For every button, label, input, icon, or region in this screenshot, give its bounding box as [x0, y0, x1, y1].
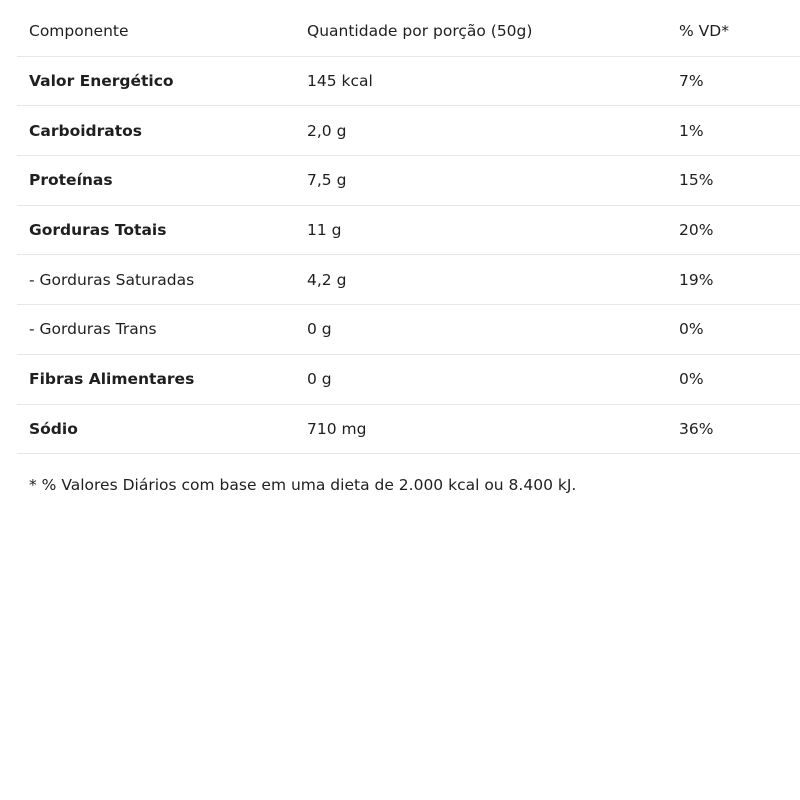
header-daily-value: % VD* [679, 22, 729, 41]
nutrient-name: Gorduras Totais [29, 221, 167, 240]
nutrient-daily-value: 19% [679, 270, 714, 289]
table-row [17, 206, 800, 256]
header-component: Componente [29, 22, 129, 41]
nutrient-daily-value: 15% [679, 171, 714, 190]
header-amount: Quantidade por porção (50g) [307, 22, 533, 41]
table-row [17, 305, 800, 355]
table-header-row [17, 7, 800, 57]
nutrient-amount: 710 mg [307, 419, 367, 438]
nutrient-name: Fibras Alimentares [29, 370, 195, 389]
table-row [17, 156, 800, 206]
nutrient-amount: 0 g [307, 320, 332, 339]
nutrient-daily-value: 20% [679, 221, 714, 240]
nutrient-amount: 145 kcal [307, 72, 373, 91]
table-row [17, 255, 800, 305]
nutrient-name: Proteínas [29, 171, 113, 190]
nutrient-daily-value: 0% [679, 320, 704, 339]
nutrient-daily-value: 0% [679, 370, 704, 389]
nutrient-daily-value: 36% [679, 419, 714, 438]
table-row [17, 106, 800, 156]
nutrient-name: - Gorduras Saturadas [29, 270, 195, 289]
nutrient-name: - Gorduras Trans [29, 320, 157, 339]
nutrient-name: Valor Energético [29, 72, 174, 91]
nutrient-daily-value: 1% [679, 121, 704, 140]
nutrient-amount: 7,5 g [307, 171, 347, 190]
nutrition-table [17, 7, 800, 454]
nutrient-amount: 0 g [307, 370, 332, 389]
nutrient-name: Sódio [29, 419, 78, 438]
table-row [17, 405, 800, 455]
daily-value-footnote: * % Valores Diários com base em uma dieta de 2.000 kcal ou 8.400 kJ. [29, 476, 577, 494]
table-row [17, 355, 800, 405]
nutrient-amount: 2,0 g [307, 121, 347, 140]
nutrient-name: Carboidratos [29, 121, 143, 140]
table-row [17, 57, 800, 107]
nutrient-amount: 11 g [307, 221, 342, 240]
nutrient-daily-value: 7% [679, 72, 704, 91]
nutrient-amount: 4,2 g [307, 270, 347, 289]
